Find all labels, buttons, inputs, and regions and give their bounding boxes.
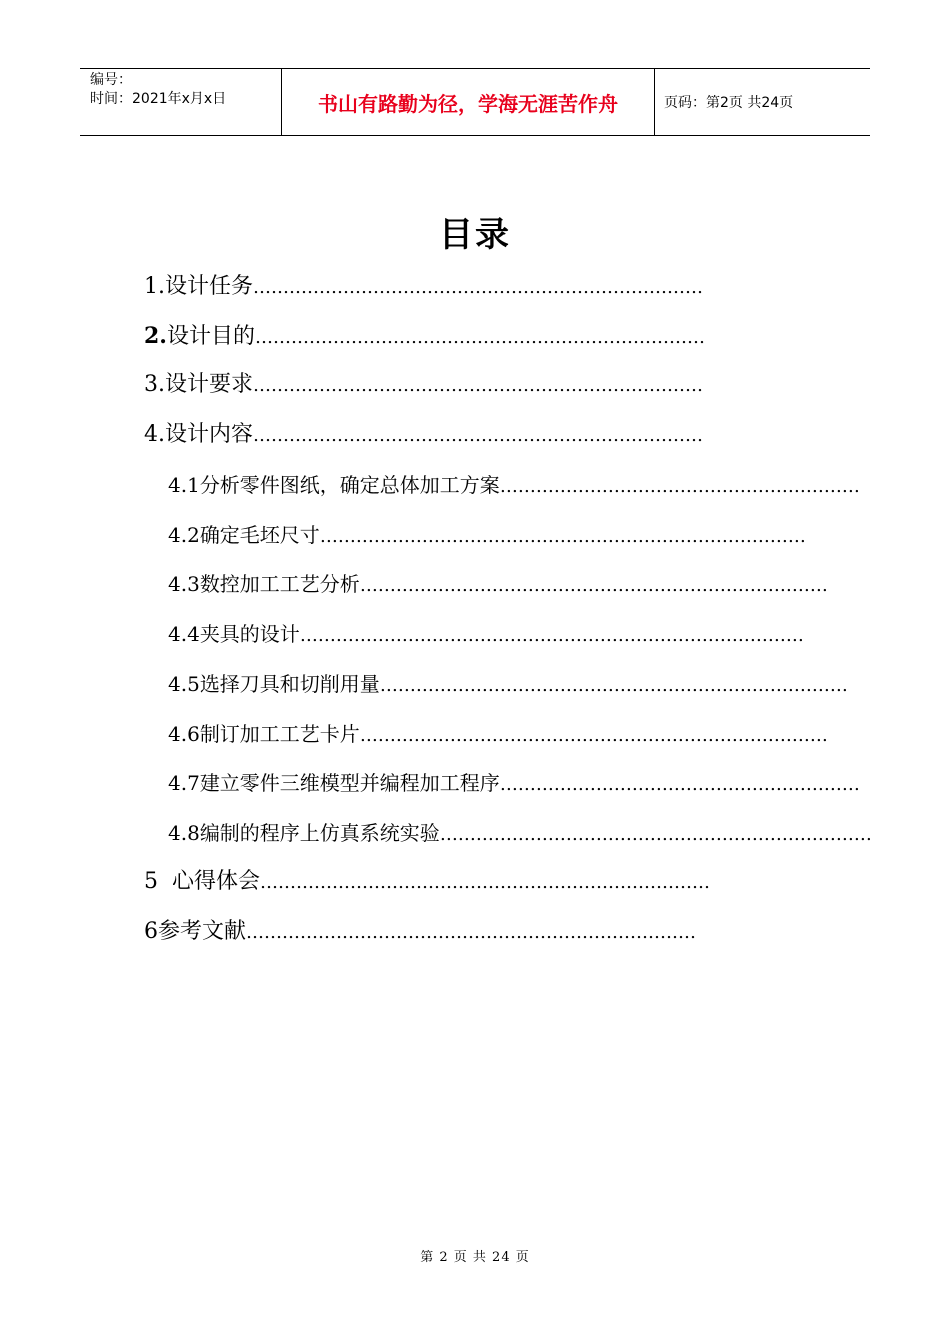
toc-entry-number: 4.1 xyxy=(168,473,200,497)
toc-entry-leader: ………………………………………………………………… xyxy=(246,922,697,943)
time-label: 时间：2021年x月x日 xyxy=(90,91,227,107)
toc-entry-text: 确定毛坯尺寸 xyxy=(199,523,320,547)
toc-entry-text: 分析零件图纸，确定总体加工方案 xyxy=(199,473,500,497)
toc-entry-number: 4. xyxy=(144,422,165,447)
page-header xyxy=(80,68,870,136)
toc-entry-text: 设计目的 xyxy=(166,324,255,349)
serial-label: 编号： xyxy=(90,72,132,88)
toc-entry-number: 3. xyxy=(144,372,165,397)
toc-entry-3[interactable] xyxy=(144,368,756,402)
toc-entry-6[interactable] xyxy=(144,915,758,949)
toc-entry-number: 5 xyxy=(144,869,158,894)
toc-entry-5[interactable] xyxy=(144,865,766,899)
toc-entry-number: 1. xyxy=(144,274,165,299)
toc-entry-number: 4.2 xyxy=(168,523,200,547)
toc-entry-4-1[interactable] xyxy=(168,468,860,502)
toc-entry-number: 4.4 xyxy=(168,622,200,646)
page-footer: 第 2 页 共 24 页 xyxy=(420,1250,530,1265)
header-motto: 书山有路勤为径，学海无涯苦作舟 xyxy=(318,91,618,116)
toc-entry-leader: ………………………………………………………………… xyxy=(253,375,704,396)
toc-entry-4-2[interactable] xyxy=(168,518,806,552)
toc-entry-leader: …………………………………………………… xyxy=(499,476,860,497)
toc-entry-text: 参考文献 xyxy=(158,919,247,944)
page-title: 目录 xyxy=(439,215,511,255)
toc-entry-number: 4.6 xyxy=(168,722,200,746)
header-meta xyxy=(80,69,281,135)
toc-entry-number: 4.5 xyxy=(168,672,200,696)
toc-entry-leader: ………………………………………………………………… xyxy=(253,277,704,298)
toc-entry-leader: …………………………………………………………………… xyxy=(359,725,828,746)
toc-entry-4-7[interactable] xyxy=(168,766,860,800)
toc-entry-leader: ………………………………………………………………… xyxy=(254,327,705,348)
toc-entry-text: 编制的程序上仿真系统实验 xyxy=(199,821,440,845)
toc-entry-number: 4.8 xyxy=(168,821,200,845)
toc-entry-text: 制订加工工艺卡片 xyxy=(199,722,360,746)
toc-entry-4-4[interactable] xyxy=(168,617,804,651)
toc-entry-number: 4.3 xyxy=(168,572,200,596)
toc-entry-number: 2. xyxy=(144,323,167,349)
toc-entry-4-3[interactable] xyxy=(168,567,828,601)
toc-entry-text: 设计内容 xyxy=(165,422,254,447)
header-page-info-cell xyxy=(655,69,870,135)
toc-entry-leader: …………………………………………………………………… xyxy=(359,575,828,596)
toc-entry-1[interactable] xyxy=(144,270,756,304)
header-page-info: 页码：第2页 共24页 xyxy=(664,95,794,111)
toc-entry-leader: ………………………………………………………………… xyxy=(260,872,711,893)
toc-entry-4-6[interactable] xyxy=(168,717,828,751)
toc-entry-text: 心得体会 xyxy=(172,869,261,894)
toc-entry-number: 4.7 xyxy=(168,771,200,795)
toc-entry-leader: …………………………………………………… xyxy=(499,774,860,795)
toc-entry-number: 6 xyxy=(144,919,158,944)
toc-entry-4-5[interactable] xyxy=(168,667,848,701)
toc-entry-text: 夹具的设计 xyxy=(199,622,300,646)
toc-entry-leader: ………………………………………………………………………… xyxy=(299,625,804,646)
toc-entry-leader: ………………………………………………………………… xyxy=(253,425,704,446)
toc-entry-leader: ……………………………………………………………… xyxy=(439,824,872,845)
toc-entry-2[interactable] xyxy=(144,319,756,353)
toc-entry-text: 数控加工工艺分析 xyxy=(199,572,360,596)
toc-entry-leader: …………………………………………………………………… xyxy=(379,675,848,696)
toc-entry-4[interactable] xyxy=(144,418,756,452)
toc-entry-text: 设计任务 xyxy=(165,274,254,299)
toc-entry-4-8[interactable] xyxy=(168,816,872,850)
toc-entry-text: 建立零件三维模型并编程加工程序 xyxy=(199,771,500,795)
toc-entry-leader: ……………………………………………………………………… xyxy=(319,526,806,547)
toc-entry-text: 选择刀具和切削用量 xyxy=(199,672,380,696)
header-motto-cell xyxy=(281,69,655,135)
toc-entry-text: 设计要求 xyxy=(165,372,254,397)
